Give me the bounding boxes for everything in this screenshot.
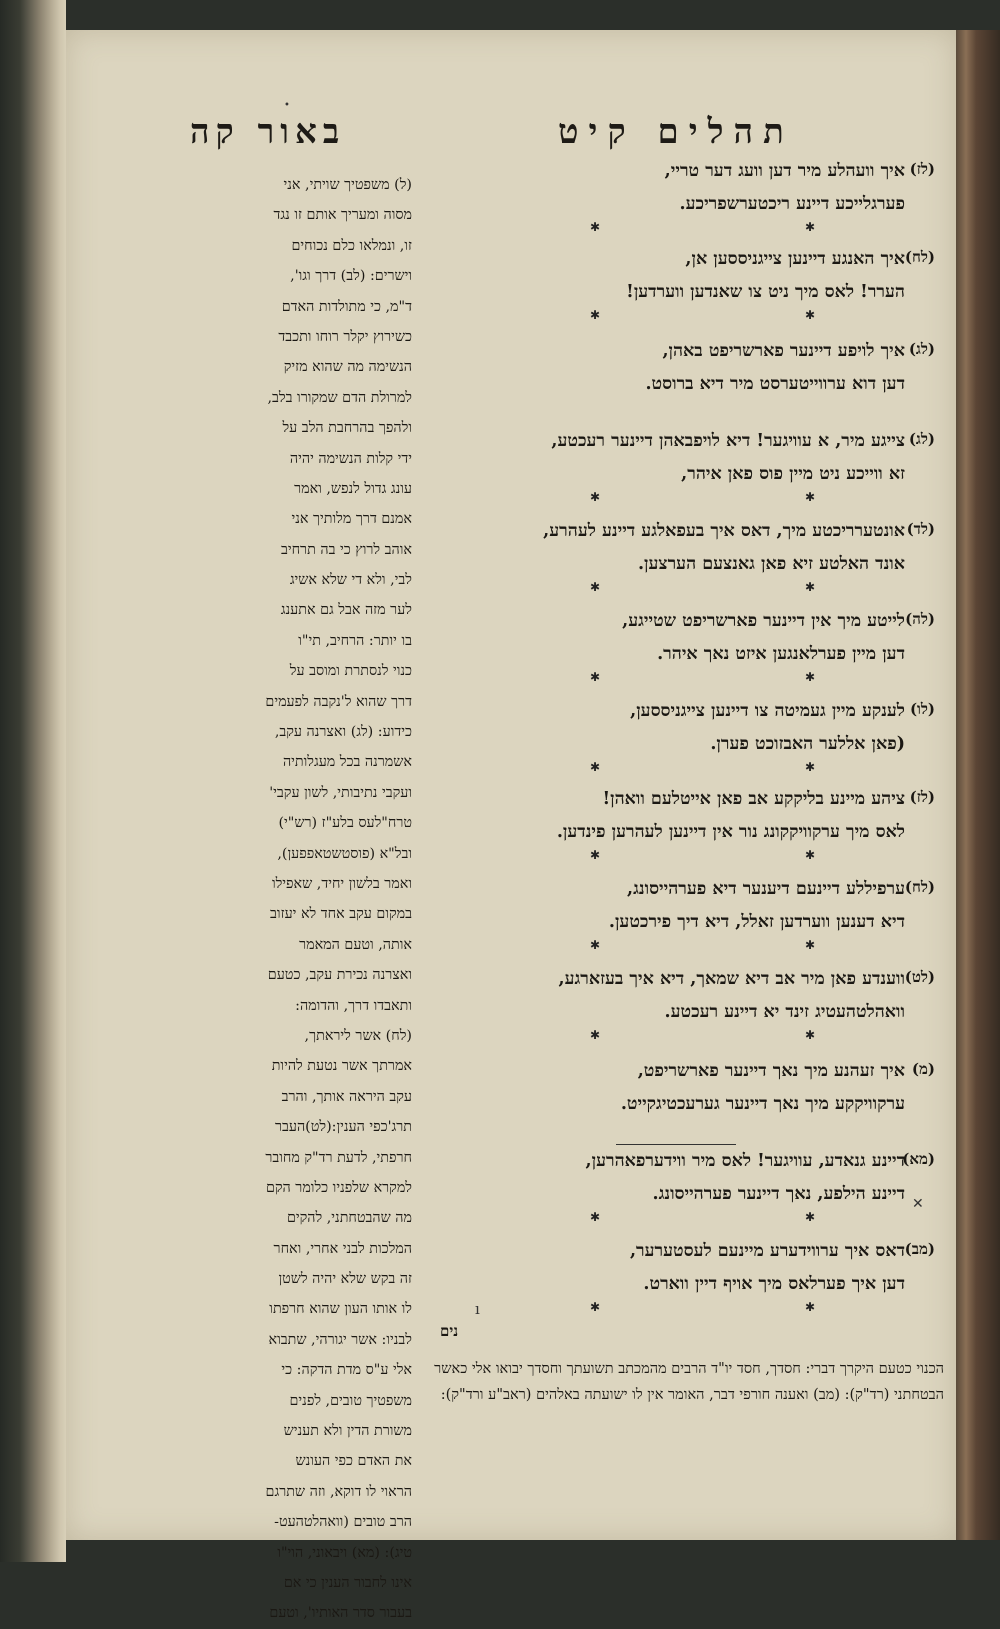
verse-line: (פאן אללער האבזוכט פערן.	[710, 734, 905, 754]
star-ornament-icon: ✱	[804, 1210, 815, 1224]
star-ornament-icon: ✱	[589, 308, 600, 322]
verse-number: (לה)	[905, 610, 935, 628]
star-ornament-icon: ✱	[804, 760, 815, 774]
verse-number: (לז)	[909, 160, 935, 178]
commentary-line: ד"מ, כי מתולדות האדם	[281, 298, 412, 315]
commentary-line: משפטיך טובים, לפנים	[289, 1392, 412, 1409]
verse-separator-stars	[575, 760, 815, 774]
commentary-line: ועקבי נתיבותי, לשון עקבי'	[269, 784, 412, 801]
commentary-line: זה בקש שלא יהיה לשטן	[278, 1271, 412, 1288]
verse-line: דיינע גנאדע, עוויגער! לאס מיר ווידערפאהרען,	[585, 1151, 905, 1171]
verse-line: ציהע מיינע בליקקע אב פאן אייטלעם וואהן!	[602, 789, 905, 809]
commentary-line: את האדם כפי העונש	[295, 1453, 412, 1470]
commentary-line: זו, ונמלאו כלם נכוחים	[291, 237, 412, 254]
verse-number: (מב)	[904, 1240, 935, 1258]
footnote-line: הכנוי כטעם היקרך דברי: חסדך, חסד יו"ד הרבים מהמכתב תשועתך וחסדך יבואו אלי כאשר	[434, 1361, 944, 1377]
header-ornament: •	[284, 100, 290, 111]
star-ornament-icon: ✱	[589, 760, 600, 774]
verse-line: לענקע מיין געמיטה צו דיינען צייגניססען,	[630, 701, 905, 721]
commentary-line: (ל) משפטיך שויתי, אני	[283, 177, 412, 193]
star-ornament-icon: ✱	[804, 1300, 815, 1314]
star-ornament-icon: ✱	[589, 848, 600, 862]
margin-mark: ı	[475, 1300, 480, 1318]
star-ornament-icon: ✱	[589, 938, 600, 952]
commentary-line: משורת הדין ולא תעניש	[283, 1423, 412, 1440]
star-ornament-icon: ✱	[804, 1028, 815, 1042]
verse-separator-stars	[575, 1300, 815, 1314]
commentary-line: דרך שהוא ל'נקבה לפעמים	[265, 693, 412, 710]
verse-line: דען איך פערלאס מיך אויף דיין ווארט.	[643, 1274, 905, 1294]
commentary-line: אותה, וטעם המאמר	[299, 936, 412, 953]
commentary-line: למרולת הדם שמקורו בלב,	[267, 389, 412, 406]
commentary-line: אוהב לרוץ כי בה תרחיב	[280, 541, 412, 558]
commentary-line: ותאבדו דרך, והדומה:	[295, 997, 412, 1014]
verse-block	[420, 1240, 935, 1326]
star-ornament-icon: ✱	[589, 220, 600, 234]
commentary-line: עקב היראה אותך, והרב	[281, 1088, 412, 1105]
verse-block	[420, 788, 935, 874]
page-title-psalms: תהלים קיט	[558, 112, 794, 152]
commentary-line: למקרא שלפניו כלומר הקם	[265, 1179, 412, 1196]
commentary-line: ובל"א (פוסטשטאפפען),	[277, 845, 412, 862]
commentary-line: במקום עקב אחד לא יעזוב	[270, 906, 412, 923]
star-ornament-icon: ✱	[589, 670, 600, 684]
commentary-line: לער מזה אבל גם אתענג	[280, 602, 412, 619]
commentary-line: וישרים: (לב) דרך וגו',	[290, 268, 412, 285]
verse-line: לאס מיך ערקוויקקונג נור אין דיינען לעהרען פינדען.	[556, 822, 905, 842]
commentary-column	[180, 170, 412, 1629]
verse-separator-stars	[575, 1028, 815, 1042]
verse-number: (לו)	[909, 700, 935, 718]
commentary-line: מה שהבטחתני, להקים	[286, 1210, 412, 1227]
verse-line: אונטערריכטע מיך, דאס איך בעפאלגע דיינע לעהרע,	[543, 521, 905, 541]
commentary-line: כשירוץ יקלר רוחו ותכבד	[278, 328, 412, 345]
verse-number: (לג)	[908, 340, 935, 358]
verse-line: איך זעהנע מיך נאך דיינער פארשריפט,	[637, 1061, 905, 1081]
commentary-line: ואצרנה נכירת עקב, כטעם	[267, 967, 412, 984]
verse-line: וואהלטהעטיג זינד יא דיינע רעכטע.	[664, 1002, 905, 1022]
star-ornament-icon: ✱	[804, 848, 815, 862]
verse-block	[420, 248, 935, 334]
verse-line: איך לויפע דיינער פארשריפט באהן,	[662, 341, 905, 361]
verse-separator-stars	[575, 220, 815, 234]
commentary-line: אמנם דרך מלותיך אני	[291, 511, 412, 528]
verse-line: דיינע הילפע, נאך דיינער פערהייסונג.	[652, 1184, 905, 1204]
book-left-edge	[0, 0, 66, 1562]
commentary-line: ולהפך בהרחבת הלב על	[282, 420, 412, 437]
verse-line: ווענדע פאן מיר אב דיא שמאך, דיא איך בעזארגע,	[558, 969, 905, 989]
commentary-line: לבניו: אשר יגורהי, שתבוא	[268, 1331, 412, 1348]
verse-block	[420, 1060, 935, 1146]
star-ornament-icon: ✱	[804, 580, 815, 594]
verse-number: (לג)	[908, 430, 935, 448]
section-divider	[616, 1144, 736, 1145]
verse-block	[420, 968, 935, 1054]
star-ornament-icon: ✱	[804, 670, 815, 684]
star-ornament-icon: ✱	[589, 1300, 600, 1314]
verse-line: לייטע מיך אין דיינער פארשריפט שטייגע,	[622, 611, 905, 631]
commentary-line: לבי, ולא די שלא אשיג	[289, 572, 412, 589]
verse-number: (לט)	[904, 968, 935, 986]
verse-block	[420, 1150, 935, 1236]
verse-line: איך וועהלע מיר דען וועג דער טריי,	[664, 161, 905, 181]
verse-line: דען מיין פערלאנגען איזט נאך איהר.	[657, 644, 905, 664]
verse-line: פערגלייכע דיינע ריכטערשפריכע.	[679, 194, 905, 214]
star-ornament-icon: ✱	[804, 220, 815, 234]
verse-line: הערר! לאס מיך ניט צו שאנדען ווערדען!	[626, 282, 905, 302]
verse-separator-stars	[575, 490, 815, 504]
verse-block	[420, 430, 935, 516]
verse-separator-stars	[575, 580, 815, 594]
verse-separator-stars	[575, 938, 815, 952]
star-ornament-icon: ✱	[804, 938, 815, 952]
commentary-line: כידוע: (לג) ואצרנה עקב,	[274, 724, 412, 741]
verse-number: (לח)	[904, 878, 935, 896]
commentary-line: המלכות לבני אחרי, ואחר	[273, 1240, 412, 1257]
verse-line: זא ווייכע ניט מיין פוס פאן איהר,	[681, 464, 905, 484]
verse-line: איך האנגע דיינען צייגניססען אן,	[685, 249, 905, 269]
verse-block	[420, 700, 935, 786]
verse-line: דען דוא ערווייטערסט מיר דיא ברוסט.	[645, 374, 905, 394]
verse-number: (לח)	[904, 248, 935, 266]
footnote	[184, 1356, 944, 1408]
verse-number: (מ)	[911, 1060, 935, 1078]
commentary-line: ידי קלות הנשימה יהיה	[289, 450, 412, 467]
verse-block	[420, 878, 935, 964]
star-ornament-icon: ✱	[589, 1028, 600, 1042]
commentary-line: חרפתי, לדעת רד"ק מחובר	[265, 1149, 412, 1166]
verse-line: דאס איך ערווידערע מיינעם לעסטערער,	[629, 1241, 905, 1261]
verse-separator-stars	[575, 1210, 815, 1224]
verse-block	[420, 160, 935, 246]
commentary-line: מסוה ומעריך אותם זו נגד	[273, 207, 412, 224]
verse-separator-stars	[575, 308, 815, 322]
verse-number: (מא)	[902, 1150, 935, 1168]
verse-block	[420, 610, 935, 696]
commentary-line: אמרתך אשר נטעת להיות	[271, 1058, 412, 1075]
commentary-line: בעבור סדר האותיו', וטעם	[269, 1605, 412, 1622]
verse-line: צייגע מיר, א עוויגער! דיא לויפבאהן דיינער רעכטע,	[551, 431, 905, 451]
verse-line: ערקוויקקע מיך נאך דיינער גערעכטיגקייט.	[620, 1094, 905, 1114]
verse-block	[420, 520, 935, 606]
page-title-commentary: באור קה	[190, 112, 346, 152]
commentary-line: כנוי לנסתרת ומוסב על	[289, 663, 412, 680]
star-ornament-icon: ✱	[804, 490, 815, 504]
star-ornament-icon: ✱	[804, 308, 815, 322]
side-printer-mark: ✕	[912, 1196, 924, 1212]
verse-separator-stars	[575, 848, 815, 862]
commentary-line: תרג'כפי הענין:(לט)העבר	[274, 1119, 412, 1136]
commentary-line: טרח"לעס בלע"ז (רש"י)	[278, 815, 412, 832]
commentary-line: (לח) אשר ליראתך,	[304, 1027, 412, 1044]
commentary-line: בו יותר: הרחיב, תי"ו	[298, 632, 412, 649]
commentary-line: אלי ע"ס מדת הדקה: כי	[281, 1362, 412, 1379]
commentary-line: אשמרנה בכל מעגלותיה	[282, 754, 412, 771]
commentary-line: טיג): (מא) ויבאוני, הוי"ו	[277, 1544, 412, 1561]
verse-block	[420, 340, 935, 426]
star-ornament-icon: ✱	[589, 490, 600, 504]
verse-line: אונד האלטע זיא פאן גאנצעם הערצען.	[637, 554, 905, 574]
commentary-line: הראוי לו דוקא, וזה שתרגם	[265, 1483, 412, 1500]
commentary-line: ואמר בלשון יחיד, שאפילו	[271, 875, 412, 892]
star-ornament-icon: ✱	[589, 580, 600, 594]
verse-line: דיא דענען ווערדען זאלל, דיא דיך פירכטען.	[608, 912, 905, 932]
commentary-line: הרב טובים (וואהלטהעט-	[274, 1514, 412, 1531]
commentary-line: הנשימה מה שהוא מזיק	[283, 359, 412, 376]
verse-number: (לד)	[906, 520, 935, 538]
verse-number: (לז)	[909, 788, 935, 806]
commentary-line: לו אותו העון שהוא חרפתו	[269, 1301, 412, 1318]
verse-line: ערפיללע דיינעם דיענער דיא פערהייסונג,	[627, 879, 905, 899]
book-right-edge	[956, 30, 1000, 1540]
verse-separator-stars	[575, 670, 815, 684]
star-ornament-icon: ✱	[589, 1210, 600, 1224]
commentary-line: אינו לחבור הענין כי אם	[283, 1574, 412, 1591]
footnote-line: הבטחתני (רד"ק): (מב) ואענה חורפי דבר, האומר אין לו ישועתה באלהים (ראב"ע ורד"ק):	[440, 1387, 944, 1403]
catchword: נים	[440, 1322, 459, 1340]
commentary-line: עונג גדול לנפש, ואמר	[294, 480, 412, 497]
